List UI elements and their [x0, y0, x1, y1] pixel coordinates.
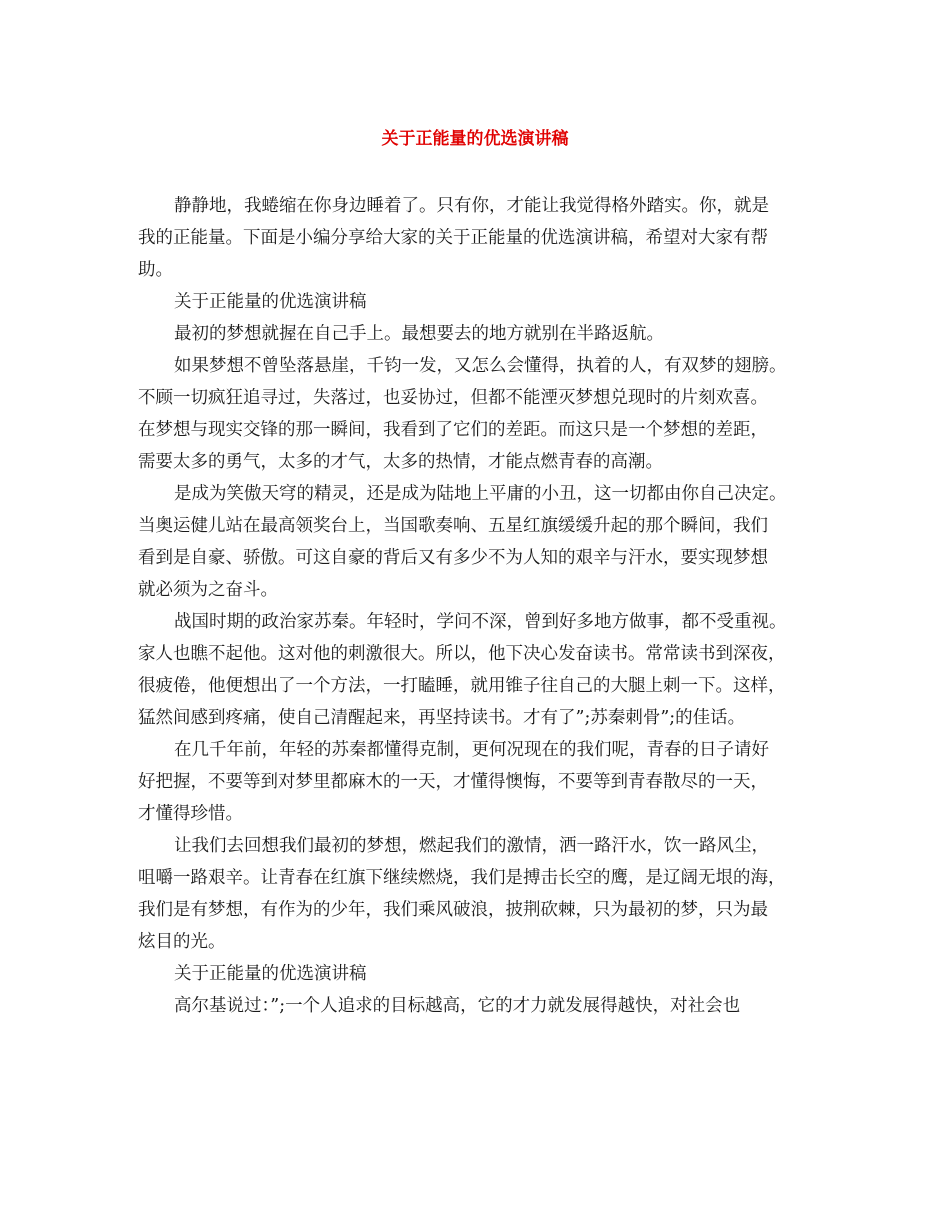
text-line: 好把握，不要等到对梦里都麻木的一天，才懂得懊悔，不要等到青春散尽的一天，: [138, 772, 768, 792]
text-line: 不顾一切疯狂追寻过，失落过，也妥协过，但都不能湮灭梦想兑现时的片刻欢喜。: [138, 388, 768, 408]
document-title: 关于正能量的优选演讲稿: [381, 129, 569, 149]
text-line: 是成为笑傲天穹的精灵，还是成为陆地上平庸的小丑，这一切都由你自己决定。: [174, 484, 787, 504]
text-line: 助。: [138, 260, 173, 280]
text-line: 高尔基说过：”;一个人追求的目标越高，它的才力就发展得越快，对社会也: [174, 996, 741, 1016]
text-line: 才懂得珍惜。: [138, 804, 243, 824]
document-body: [138, 190, 818, 1022]
text-line: 咀嚼一路艰辛。让青春在红旗下继续燃烧，我们是搏击长空的鹰，是辽阔无垠的海，: [138, 868, 786, 888]
text-line: 猛然间感到疼痛，使自己清醒起来，再坚持读书。才有了”;苏秦刺骨”;的佳话。: [138, 708, 746, 728]
text-line: 关于正能量的优选演讲稿: [174, 964, 367, 984]
text-line: 当奥运健儿站在最高领奖台上，当国歌奏响、五星红旗缓缓升起的那个瞬间，我们: [138, 516, 768, 536]
text-line: 看到是自豪、骄傲。可这自豪的背后又有多少不为人知的艰辛与汗水，要实现梦想: [138, 548, 768, 568]
text-line: 最初的梦想就握在自己手上。最想要去的地方就别在半路返航。: [174, 324, 664, 344]
text-line: 家人也瞧不起他。这对他的刺激很大。所以，他下决心发奋读书。常常读书到深夜，: [138, 644, 786, 664]
text-line: 静静地，我蜷缩在你身边睡着了。只有你，才能让我觉得格外踏实。你，就是: [174, 196, 769, 216]
text-line: 很疲倦，他便想出了一个方法，一打瞌睡，就用锥子往自己的大腿上刺一下。这样，: [138, 676, 786, 696]
text-line: 在几千年前，年轻的苏秦都懂得克制，更何况现在的我们呢，青春的日子请好: [174, 740, 769, 760]
text-line: 需要太多的勇气，太多的才气，太多的热情，才能点燃青春的高潮。: [138, 452, 663, 472]
text-line: 战国时期的政治家苏秦。年轻时，学问不深，曾到好多地方做事，都不受重视。: [174, 612, 787, 632]
text-line: 我们是有梦想，有作为的少年，我们乘风破浪，披荆砍棘，只为最初的梦，只为最: [138, 900, 768, 920]
text-line: 炫目的光。: [138, 932, 226, 952]
text-line: 如果梦想不曾坠落悬崖，千钧一发，又怎么会懂得，执着的人，有双梦的翅膀。: [174, 356, 787, 376]
text-line: 让我们去回想我们最初的梦想，燃起我们的激情，洒一路汗水，饮一路风尘，: [174, 836, 769, 856]
text-line: 就必须为之奋斗。: [138, 580, 278, 600]
text-line: 在梦想与现实交锋的那一瞬间，我看到了它们的差距。而这只是一个梦想的差距，: [138, 420, 768, 440]
text-line: 关于正能量的优选演讲稿: [174, 292, 367, 312]
text-line: 我的正能量。下面是小编分享给大家的关于正能量的优选演讲稿，希望对大家有帮: [138, 228, 768, 248]
